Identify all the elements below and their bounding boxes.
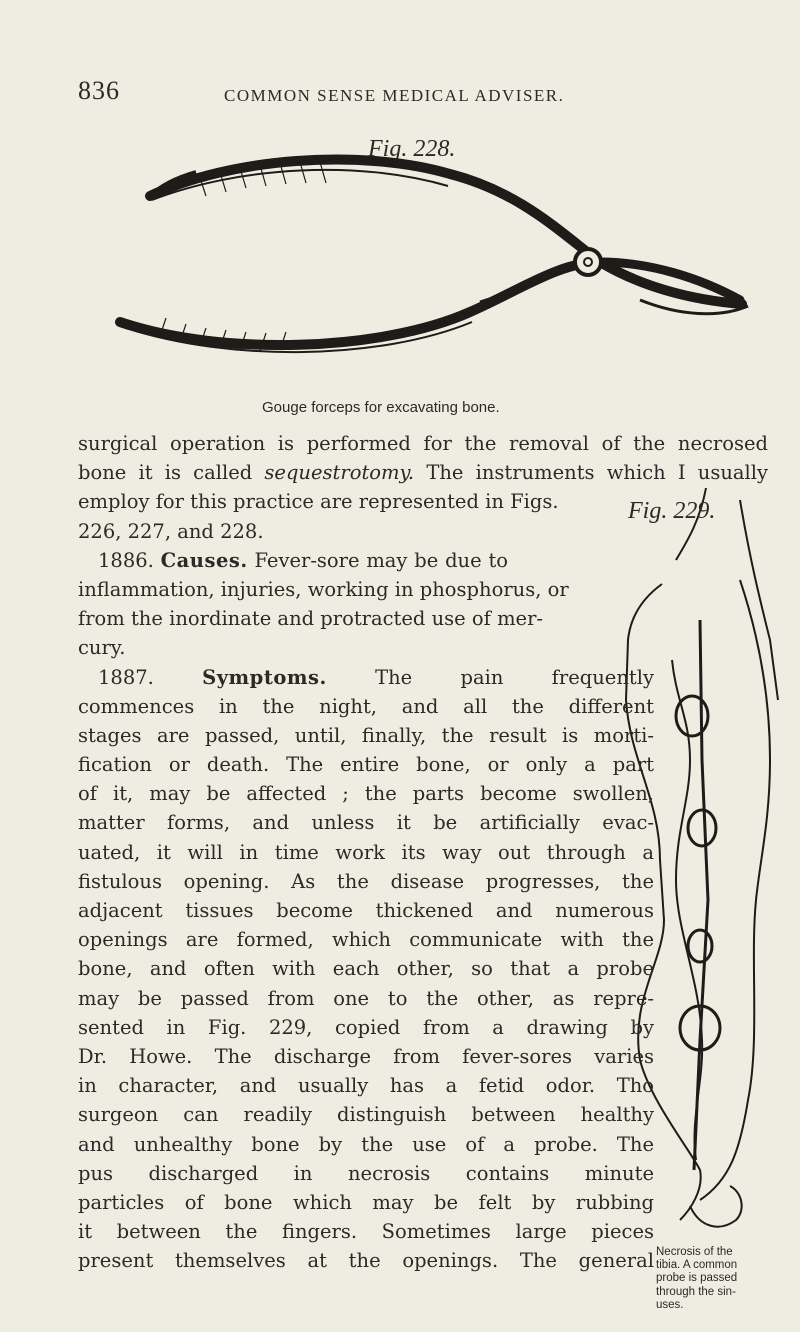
- text-line: may be passed from one to the other, as repre-: [78, 986, 654, 1010]
- text-line: cury.: [78, 636, 126, 660]
- text-line: surgical operation is performed for the removal of the necrosed: [78, 432, 768, 455]
- text-segment: bone it is called: [78, 461, 265, 485]
- text-line: and unhealthy bone by the use of a probe. The: [78, 1132, 654, 1156]
- section-heading-causes: Causes.: [160, 548, 248, 572]
- text-line: in character, and usually has a fetid odor. Tho: [78, 1074, 654, 1098]
- text-line: employ for this practice are represented in Figs.: [78, 490, 559, 514]
- gouge-forceps-illustration: [120, 160, 748, 353]
- caption-line: probe is passed: [656, 1272, 738, 1285]
- paragraph-1886-first-line: [78, 546, 508, 575]
- text-line: bone, and often with each other, so that a probe: [78, 957, 654, 981]
- text-line: Dr. Howe. The discharge from fever-sores varies: [78, 1044, 654, 1068]
- text-line-sequestrotomy: [78, 458, 768, 487]
- text-line: it between the fingers. Sometimes large pieces: [78, 1220, 654, 1244]
- section-heading-symptoms: Symptoms.: [202, 665, 327, 689]
- text-line: particles of bone which may be felt by rubbing: [78, 1190, 654, 1214]
- paragraph-number: 1886.: [98, 548, 154, 572]
- text-segment: Fever-sore may be due to: [254, 548, 509, 572]
- text-line: fication or death. The entire bone, or only a part: [78, 753, 654, 777]
- text-line: surgeon can readily distinguish between healthy: [78, 1103, 654, 1127]
- figure-229-caption: [656, 1246, 768, 1312]
- text-line: uated, it will in time work its way out through a: [78, 840, 654, 864]
- text-line: from the inordinate and protracted use of mer-: [78, 607, 544, 631]
- text-segment: The instruments which I usually: [414, 461, 768, 485]
- figure-228-caption: Gouge forceps for excavating bone.: [262, 399, 500, 416]
- caption-line: tibia. A common: [656, 1259, 738, 1272]
- caption-line: through the sin-: [656, 1285, 736, 1298]
- text-segment: The pain frequently: [375, 665, 654, 689]
- text-line: fistulous opening. As the disease progresses, the: [78, 869, 654, 893]
- text-line: adjacent tissues become thickened and numerous: [78, 899, 654, 922]
- caption-line: Necrosis of the: [656, 1246, 733, 1258]
- text-line: stages are passed, until, finally, the result is morti-: [78, 723, 654, 747]
- page-number: 836: [78, 76, 120, 105]
- text-line: sented in Fig. 229, copied from a drawing by: [78, 1015, 654, 1039]
- text-line: commences in the night, and all the different: [78, 694, 654, 718]
- paragraph-number: 1887.: [98, 665, 154, 689]
- caption-line: uses.: [656, 1298, 684, 1311]
- text-line: of it, may be affected ; the parts become swollen,: [78, 782, 654, 806]
- paragraph-1887-first-line: [78, 663, 654, 692]
- text-line: matter forms, and unless it be artificially evac-: [78, 811, 654, 835]
- text-line: pus discharged in necrosis contains minute: [78, 1161, 654, 1185]
- text-line: openings are formed, which communicate with the: [78, 928, 654, 952]
- figure-228-label: Fig. 228.: [368, 136, 456, 162]
- text-line: 226, 227, and 228.: [78, 519, 264, 543]
- running-title: COMMON SENSE MEDICAL ADVISER.: [224, 86, 565, 105]
- figure-229-label: Fig. 229.: [628, 498, 716, 524]
- text-line: inflammation, injuries, working in phosphorus, or: [78, 577, 569, 601]
- italic-term: sequestrotomy.: [264, 461, 415, 485]
- body-text: [78, 429, 768, 1275]
- text-line: present themselves at the openings. The general: [78, 1249, 654, 1273]
